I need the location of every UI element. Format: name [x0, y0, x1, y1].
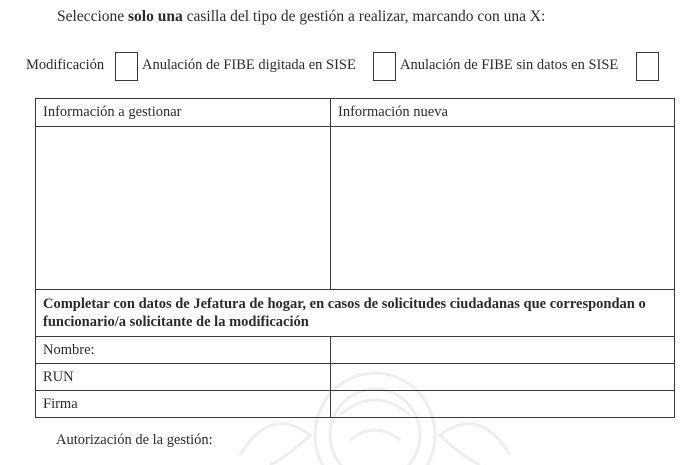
- management-table: [35, 98, 675, 418]
- header-new-info: Información nueva: [331, 99, 675, 127]
- option-label-anulacion-sin-datos: Anulación de FIBE sin datos en SISE: [400, 57, 619, 73]
- firma-input[interactable]: [331, 391, 675, 418]
- instruction-bold: solo una: [128, 8, 183, 25]
- info-to-manage-field[interactable]: [36, 127, 331, 290]
- section-title: Completar con datos de Jefatura de hogar, en casos de solicitudes ciudadanas que correspondan o funcionario/a solicitante de la modificación: [36, 290, 675, 337]
- instruction-after: casilla del tipo de gestión a realizar, marcando con una X:: [182, 8, 546, 25]
- header-info-to-manage: Información a gestionar: [36, 99, 331, 127]
- option-label-anulacion-digitada: Anulación de FIBE digitada en SISE: [142, 57, 356, 73]
- option-label-modificacion: Modificación: [26, 57, 105, 73]
- footer-cutoff-text: Autorización de la gestión:: [56, 432, 213, 448]
- instruction-before: Seleccione: [57, 8, 129, 25]
- field-label-firma: Firma: [36, 391, 331, 418]
- checkbox-anulacion-digitada[interactable]: [373, 52, 396, 81]
- field-label-nombre: Nombre:: [36, 337, 331, 364]
- run-input[interactable]: [331, 364, 675, 391]
- nombre-input[interactable]: [331, 337, 675, 364]
- checkbox-modificacion[interactable]: [115, 52, 138, 81]
- new-info-field[interactable]: [331, 127, 675, 290]
- instruction-text: [57, 8, 545, 26]
- checkbox-anulacion-sin-datos[interactable]: [636, 52, 659, 81]
- field-label-run: RUN: [36, 364, 331, 391]
